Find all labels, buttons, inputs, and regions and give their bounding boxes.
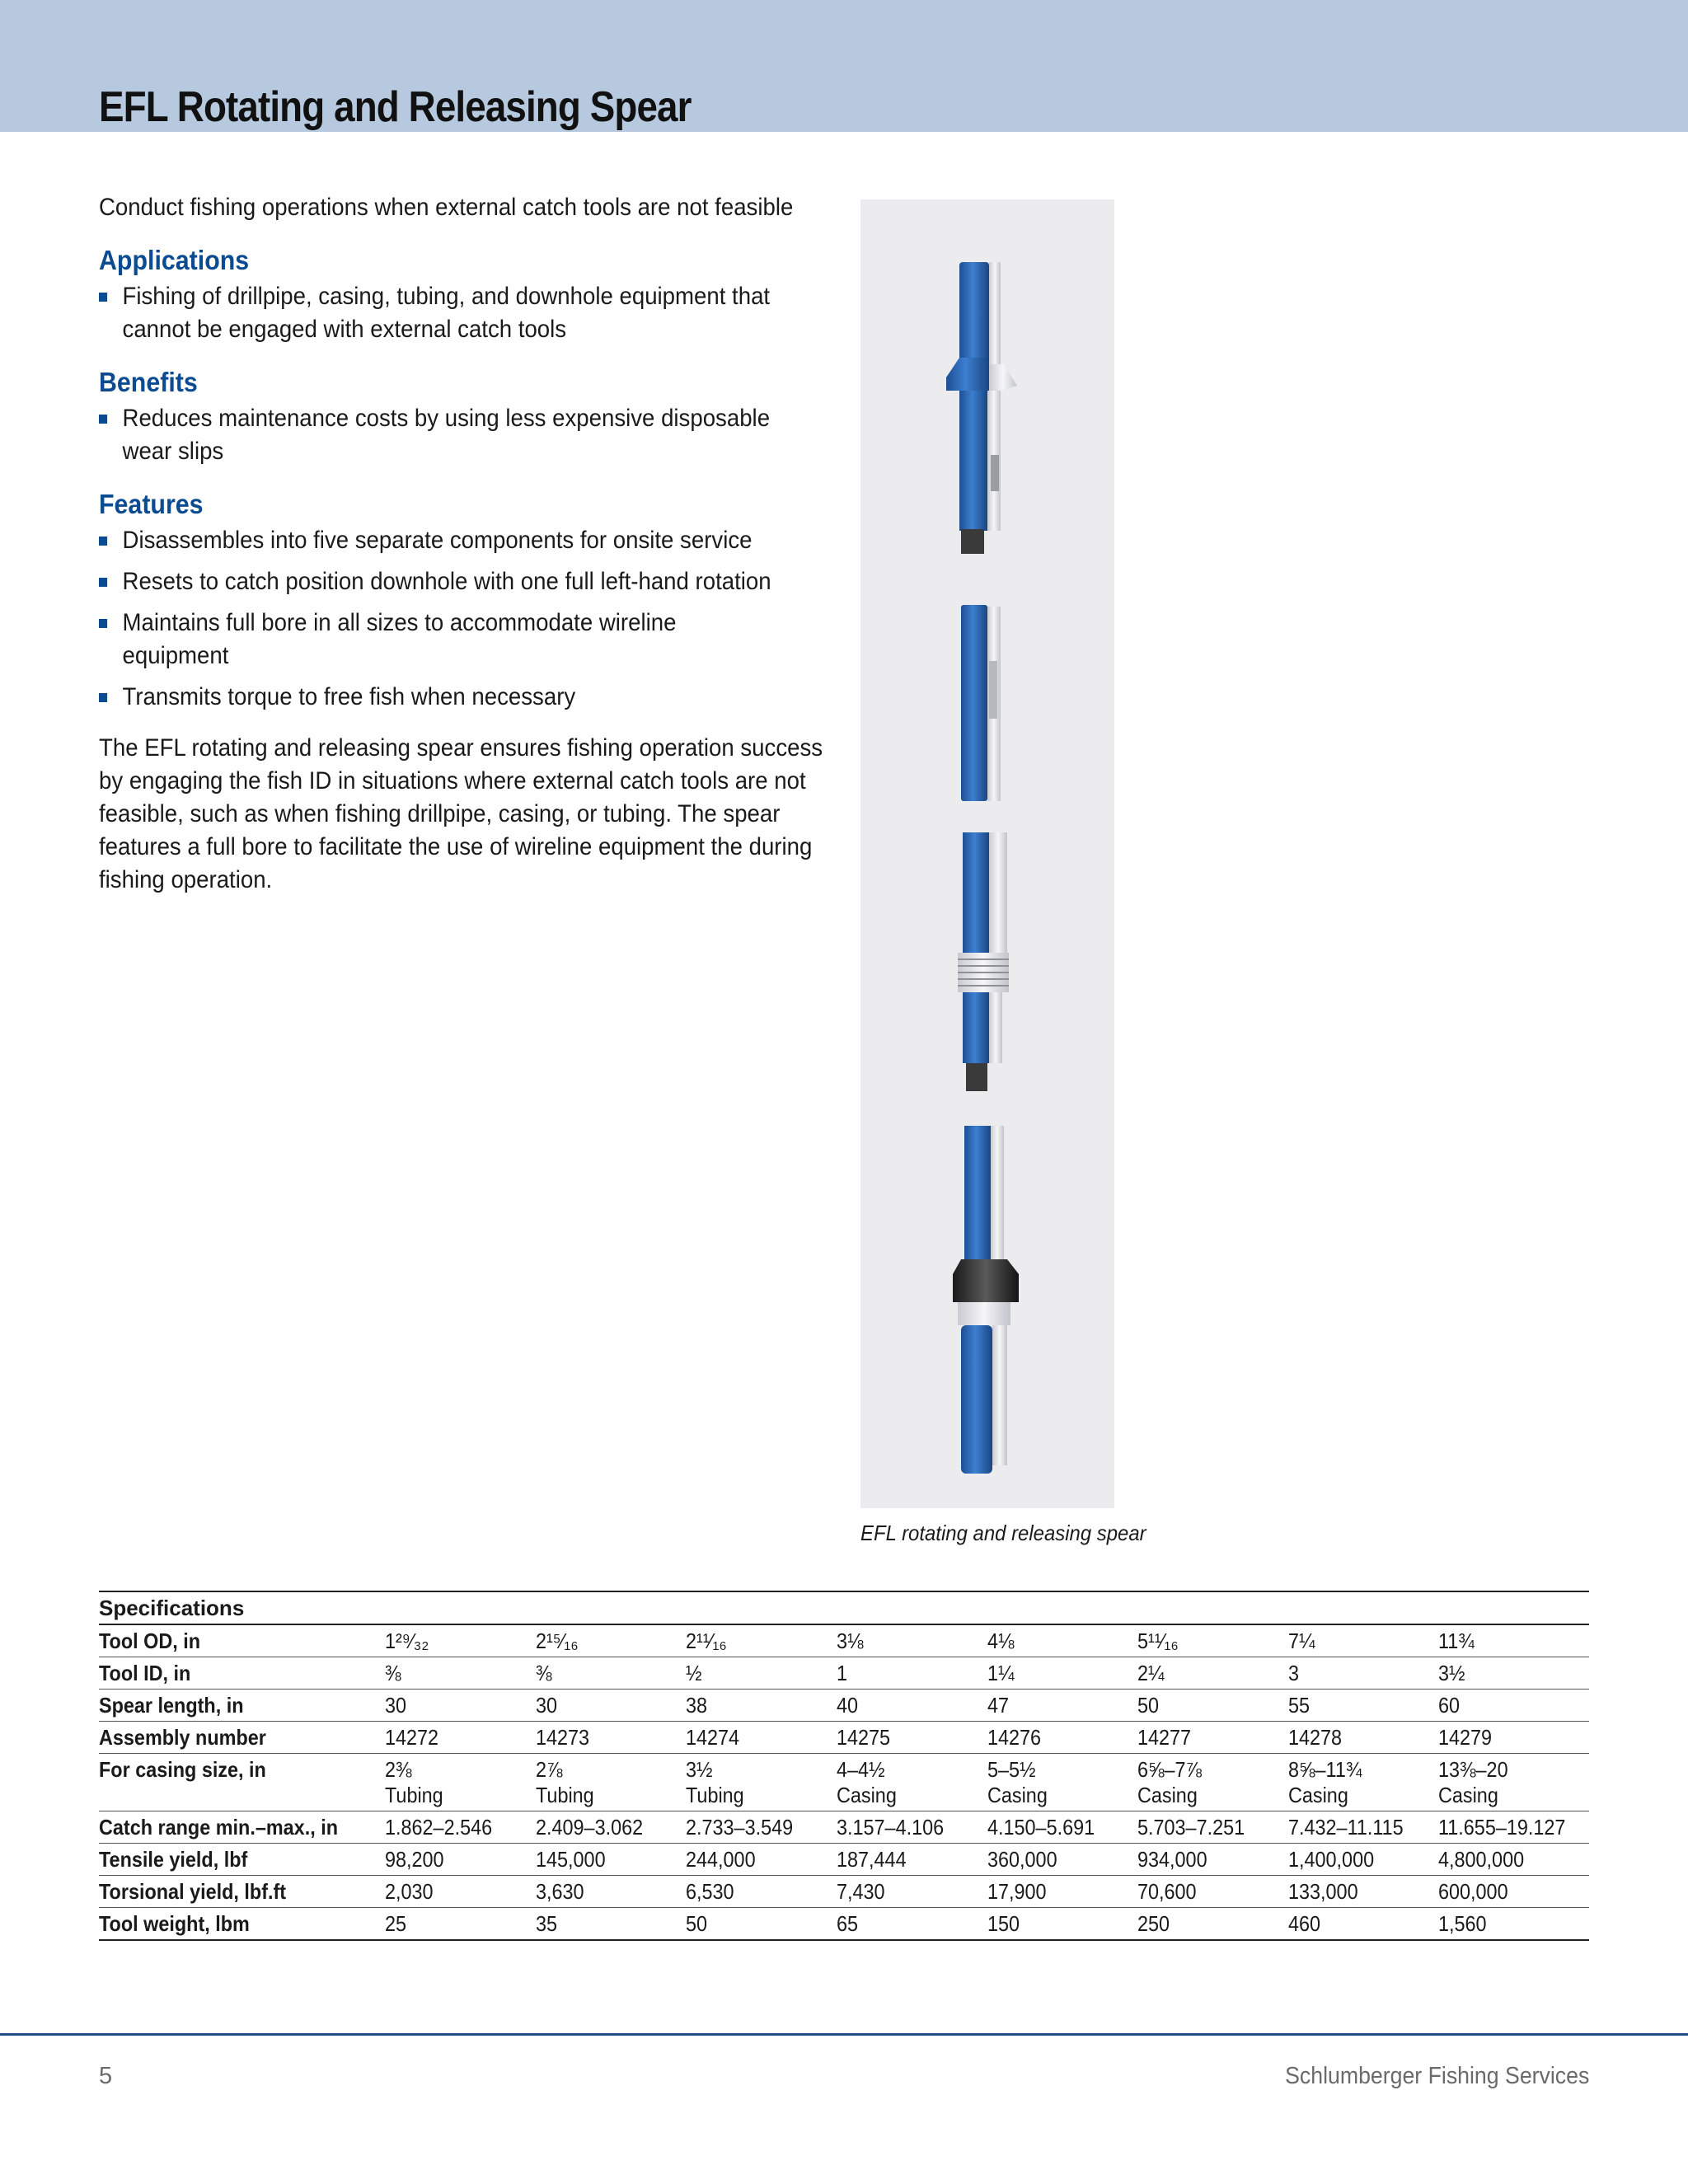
table-cell (1438, 1624, 1589, 1657)
table-cell (686, 1657, 837, 1690)
list-item-text: Maintains full bore in all sizes to accommodate wireline equipment (122, 609, 677, 669)
cell-value: 14272 (385, 1725, 439, 1750)
row-label-text: Assembly number (99, 1725, 266, 1750)
spear-component-grapple-section (958, 832, 1009, 1091)
table-row (99, 1624, 1589, 1657)
table-cell (1137, 1690, 1288, 1722)
cell-value: 17,900 (987, 1879, 1047, 1904)
table-cell (1288, 1624, 1439, 1657)
row-label (99, 1876, 385, 1908)
table-cell (536, 1811, 687, 1844)
table-cell (686, 1908, 837, 1941)
cell-value: 98,200 (385, 1847, 444, 1872)
table-cell (385, 1844, 536, 1876)
table-cell (837, 1690, 987, 1722)
features-heading: Features (99, 489, 204, 519)
cell-value: 4–4½ (836, 1757, 885, 1782)
cell-value: 3½ (686, 1757, 713, 1782)
cell-value: 35 (535, 1911, 557, 1936)
cell-subvalue: Casing (836, 1783, 897, 1807)
cell-value: 3,630 (535, 1879, 584, 1904)
page-number: 5 (99, 2063, 113, 2089)
cell-value: 6,530 (686, 1879, 734, 1904)
table-cell (1288, 1876, 1439, 1908)
figure-caption: EFL rotating and releasing spear (860, 1521, 1146, 1545)
cell-value: 5–5½ (987, 1757, 1036, 1782)
table-cell (686, 1876, 837, 1908)
table-cell (987, 1657, 1138, 1690)
cell-value: 40 (836, 1693, 858, 1718)
cell-value: 1²⁹⁄₃₂ (385, 1629, 429, 1653)
cell-value: 13⅜–20 (1438, 1757, 1508, 1782)
description-paragraph: The EFL rotating and releasing spear ensures fishing operation success by engaging the fish ID in situations where external catch tools are not feasible, such as when fishing drillpipe, casing, or tubing. The spear features a full bore to facilitate the use of wireline equipment the during fishing operation. (99, 734, 823, 893)
table-cell (385, 1690, 536, 1722)
table-row (99, 1722, 1589, 1754)
list-item (99, 402, 774, 468)
cell-value: 30 (535, 1693, 557, 1718)
table-cell (1438, 1876, 1589, 1908)
table-cell (686, 1690, 837, 1722)
table-cell (385, 1908, 536, 1941)
bullet-square-icon (99, 415, 107, 424)
cell-value: 2¹⁵⁄₁₆ (535, 1629, 579, 1653)
page-title: EFL Rotating and Releasing Spear (99, 83, 692, 131)
cell-value: 3⅛ (836, 1629, 864, 1653)
cell-value: 3 (1287, 1661, 1299, 1685)
row-label (99, 1657, 385, 1690)
cell-value: 47 (987, 1693, 1009, 1718)
cell-value: ⅜ (535, 1661, 552, 1685)
benefits-heading: Benefits (99, 367, 198, 397)
table-cell (1438, 1722, 1589, 1754)
cell-value: 2,030 (385, 1879, 434, 1904)
list-item (99, 607, 774, 673)
applications-list (99, 280, 774, 346)
table-cell (1288, 1754, 1439, 1811)
cell-value: 2¹¹⁄₁₆ (686, 1629, 728, 1653)
table-cell (1438, 1657, 1589, 1690)
table-cell (1438, 1690, 1589, 1722)
row-label-text: Tool OD, in (99, 1629, 201, 1653)
bullet-square-icon (99, 537, 107, 546)
row-label-text: Tensile yield, lbf (99, 1847, 248, 1872)
cell-value: 3.157–4.106 (836, 1815, 945, 1840)
table-cell (536, 1844, 687, 1876)
table-cell (837, 1844, 987, 1876)
bullet-square-icon (99, 619, 107, 628)
cell-value: ½ (686, 1661, 702, 1685)
row-label (99, 1722, 385, 1754)
footer-brand: Schlumberger Fishing Services (1284, 2063, 1589, 2089)
cell-value: 25 (385, 1911, 407, 1936)
table-cell (686, 1722, 837, 1754)
table-cell (536, 1624, 687, 1657)
table-cell (1137, 1811, 1288, 1844)
list-item (99, 280, 774, 346)
cell-value: 1¼ (987, 1661, 1015, 1685)
cell-value: 14277 (1137, 1725, 1192, 1750)
table-row (99, 1754, 1589, 1811)
bullet-square-icon (99, 693, 107, 702)
table-row (99, 1876, 1589, 1908)
table-cell (837, 1876, 987, 1908)
table-cell (987, 1908, 1138, 1941)
row-label (99, 1908, 385, 1941)
cell-value: 7.432–11.115 (1287, 1815, 1404, 1840)
cell-value: 70,600 (1137, 1879, 1197, 1904)
table-cell (1137, 1624, 1288, 1657)
cell-value: 60 (1438, 1693, 1461, 1718)
text-block (99, 191, 823, 897)
table-cell (1137, 1876, 1288, 1908)
table-cell (837, 1754, 987, 1811)
cell-value: 187,444 (836, 1847, 907, 1872)
footer-rule (0, 2033, 1688, 2036)
table-row (99, 1908, 1589, 1941)
spec-table-body (99, 1591, 1589, 1940)
list-item (99, 681, 774, 714)
table-cell (1438, 1908, 1589, 1941)
table-cell (1137, 1908, 1288, 1941)
cell-value: 4⅛ (987, 1629, 1015, 1653)
cell-value: 50 (686, 1911, 708, 1936)
table-cell (536, 1722, 687, 1754)
table-cell (837, 1722, 987, 1754)
table-cell (987, 1844, 1138, 1876)
cell-value: 14276 (987, 1725, 1041, 1750)
cell-value: 460 (1287, 1911, 1320, 1936)
row-label (99, 1844, 385, 1876)
cell-value: 5.703–7.251 (1137, 1815, 1245, 1840)
table-cell (987, 1624, 1138, 1657)
cell-value: 7¼ (1287, 1629, 1315, 1653)
list-item (99, 565, 774, 598)
table-cell (1438, 1844, 1589, 1876)
cell-value: 14278 (1287, 1725, 1342, 1750)
cell-value: 2⅜ (385, 1757, 412, 1782)
table-cell (385, 1876, 536, 1908)
cell-value: 600,000 (1438, 1879, 1508, 1904)
cell-value: 2.733–3.549 (686, 1815, 794, 1840)
cell-subvalue: Casing (1438, 1783, 1499, 1807)
bullet-square-icon (99, 293, 107, 302)
table-cell (837, 1908, 987, 1941)
row-label (99, 1690, 385, 1722)
cell-value: 1 (836, 1661, 847, 1685)
cell-value: 14273 (535, 1725, 589, 1750)
table-cell (536, 1657, 687, 1690)
table-cell (837, 1624, 987, 1657)
cell-value: 150 (987, 1911, 1020, 1936)
cell-value: 2¼ (1137, 1661, 1165, 1685)
table-header-row (99, 1591, 1589, 1624)
table-cell (686, 1624, 837, 1657)
table-cell (987, 1754, 1138, 1811)
spear-component-mandrel (961, 605, 1001, 801)
row-label-text: Torsional yield, lbf.ft (99, 1879, 287, 1904)
row-label (99, 1624, 385, 1657)
specifications-table (99, 1591, 1589, 1941)
cell-value: ⅜ (385, 1661, 401, 1685)
table-cell (1288, 1908, 1439, 1941)
row-label-text: Tool weight, lbm (99, 1911, 250, 1936)
table-cell (536, 1754, 687, 1811)
cell-value: 50 (1137, 1693, 1160, 1718)
table-cell (987, 1722, 1138, 1754)
table-cell (385, 1657, 536, 1690)
row-label (99, 1811, 385, 1844)
table-cell (987, 1811, 1138, 1844)
spear-illustration (860, 199, 1114, 1508)
list-item-text: Transmits torque to free fish when necessary (122, 683, 576, 710)
intro-text: Conduct fishing operations when external catch tools are not feasible (99, 194, 794, 221)
spec-title: Specifications (99, 1591, 1589, 1624)
cell-value: 7,430 (836, 1879, 885, 1904)
table-cell (686, 1754, 837, 1811)
cell-subvalue: Tubing (535, 1783, 594, 1807)
cell-value: 145,000 (535, 1847, 606, 1872)
table-cell (385, 1754, 536, 1811)
spear-component-guide (953, 1126, 1019, 1474)
cell-value: 244,000 (686, 1847, 756, 1872)
applications-heading: Applications (99, 245, 250, 275)
list-item-text: Reduces maintenance costs by using less expensive disposable wear slips (122, 405, 771, 465)
row-label-text: Tool ID, in (99, 1661, 191, 1685)
cell-value: 65 (836, 1911, 858, 1936)
table-cell (837, 1811, 987, 1844)
row-label-text: Spear length, in (99, 1693, 244, 1718)
table-row (99, 1844, 1589, 1876)
cell-value: 55 (1287, 1693, 1310, 1718)
cell-value: 934,000 (1137, 1847, 1207, 1872)
table-cell (1137, 1844, 1288, 1876)
product-photo (860, 199, 1114, 1508)
table-cell (987, 1876, 1138, 1908)
cell-value: 2.409–3.062 (535, 1815, 643, 1840)
cell-value: 38 (686, 1693, 708, 1718)
row-label (99, 1754, 385, 1811)
list-item-text: Fishing of drillpipe, casing, tubing, and downhole equipment that cannot be engaged with external catch tools (122, 283, 771, 343)
cell-value: 250 (1137, 1911, 1170, 1936)
table-cell (1137, 1754, 1288, 1811)
table-row (99, 1690, 1589, 1722)
table-cell (686, 1844, 837, 1876)
table-cell (1288, 1844, 1439, 1876)
table-cell (536, 1908, 687, 1941)
cell-value: 133,000 (1287, 1879, 1358, 1904)
cell-subvalue: Tubing (385, 1783, 443, 1807)
cell-value: 1.862–2.546 (385, 1815, 493, 1840)
list-item-text: Disassembles into five separate components for onsite service (122, 527, 753, 554)
table-cell (1438, 1811, 1589, 1844)
table-row (99, 1657, 1589, 1690)
cell-value: 1,560 (1438, 1911, 1487, 1936)
table-cell (1288, 1722, 1439, 1754)
table-cell (385, 1624, 536, 1657)
table-cell (1288, 1657, 1439, 1690)
cell-value: 5¹¹⁄₁₆ (1137, 1629, 1179, 1653)
cell-value: 1,400,000 (1287, 1847, 1374, 1872)
cell-value: 6⅝–7⅞ (1137, 1757, 1203, 1782)
list-item (99, 524, 774, 557)
cell-subvalue: Casing (1287, 1783, 1348, 1807)
table-cell (536, 1690, 687, 1722)
content-column (99, 191, 832, 897)
cell-value: 11.655–19.127 (1438, 1815, 1566, 1840)
cell-subvalue: Tubing (686, 1783, 745, 1807)
bullet-square-icon (99, 578, 107, 587)
benefits-list (99, 402, 774, 468)
cell-value: 2⅞ (535, 1757, 563, 1782)
features-list (99, 524, 774, 714)
cell-value: 3½ (1438, 1661, 1465, 1685)
cell-value: 14279 (1438, 1725, 1493, 1750)
table-cell (686, 1811, 837, 1844)
table-cell (385, 1811, 536, 1844)
table-cell (385, 1722, 536, 1754)
table-cell (1137, 1657, 1288, 1690)
cell-value: 14274 (686, 1725, 740, 1750)
spear-component-top-sub (946, 262, 1017, 554)
table-row (99, 1811, 1589, 1844)
cell-value: 4.150–5.691 (987, 1815, 1095, 1840)
cell-value: 30 (385, 1693, 407, 1718)
table-cell (837, 1657, 987, 1690)
cell-value: 8⅝–11¾ (1287, 1757, 1362, 1782)
cell-value: 14275 (836, 1725, 890, 1750)
table-cell (1137, 1722, 1288, 1754)
table-cell (1288, 1690, 1439, 1722)
row-label-text: Catch range min.–max., in (99, 1815, 338, 1840)
cell-subvalue: Casing (1137, 1783, 1198, 1807)
cell-value: 360,000 (987, 1847, 1057, 1872)
cell-value: 11¾ (1438, 1629, 1475, 1653)
table-cell (536, 1876, 687, 1908)
cell-value: 4,800,000 (1438, 1847, 1525, 1872)
cell-subvalue: Casing (987, 1783, 1048, 1807)
row-label-text: For casing size, in (99, 1757, 266, 1782)
table-cell (1438, 1754, 1589, 1811)
table-cell (1288, 1811, 1439, 1844)
table-cell (987, 1690, 1138, 1722)
list-item-text: Resets to catch position downhole with one full left-hand rotation (122, 568, 771, 595)
